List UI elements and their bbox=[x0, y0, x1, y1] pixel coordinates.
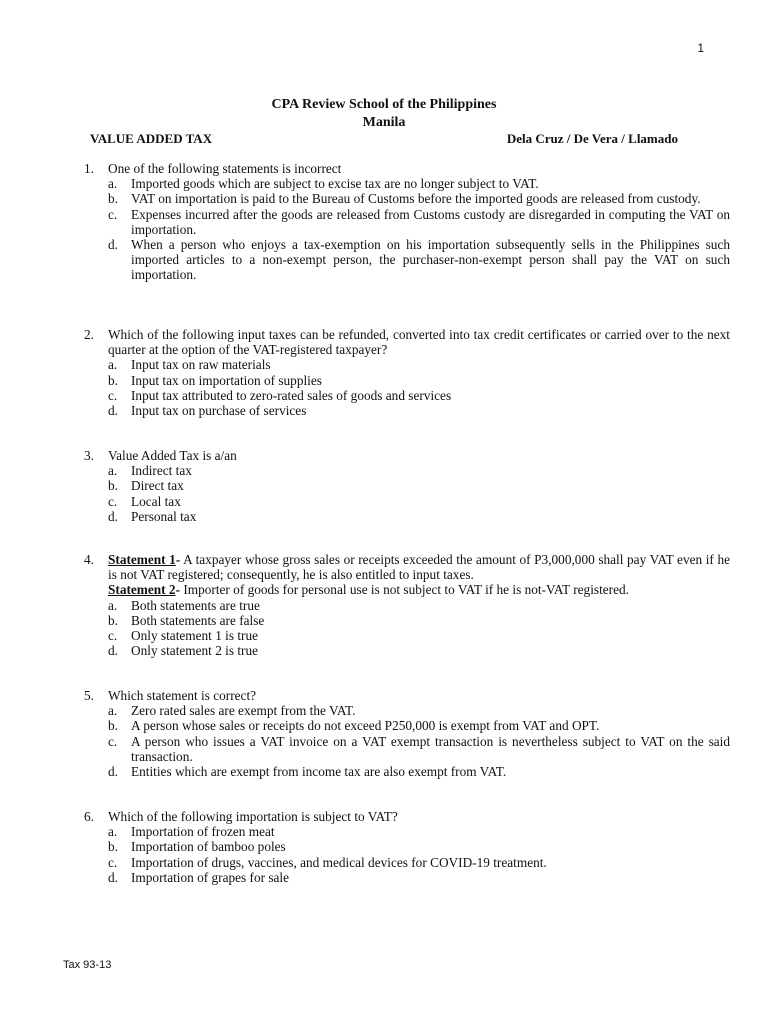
option-letter: c. bbox=[108, 387, 118, 403]
option-text: Expenses incurred after the goods are released from Customs custody are disregarded in computing the VAT on importation. bbox=[131, 206, 730, 237]
option-list bbox=[108, 176, 730, 282]
option-text: Zero rated sales are exempt from the VAT. bbox=[131, 703, 356, 719]
option-text: A person whose sales or receipts do not exceed P250,000 is exempt from VAT and OPT. bbox=[131, 718, 600, 734]
option-b bbox=[108, 839, 730, 854]
option-text: A person who issues a VAT invoice on a VAT exempt transaction is nevertheless subject to VAT on the said transaction. bbox=[131, 733, 730, 764]
option-a bbox=[108, 824, 730, 839]
option-text: Both statements are false bbox=[131, 612, 265, 628]
option-text: Entities which are exempt from income tax are also exempt from VAT. bbox=[131, 764, 507, 780]
question-4 bbox=[84, 552, 730, 658]
option-d bbox=[108, 509, 730, 524]
statement-2-text: Importer of goods for personal use is not subject to VAT if he is not-VAT registered. bbox=[180, 582, 629, 598]
option-letter: c. bbox=[108, 854, 118, 870]
footer-code: Tax 93-13 bbox=[63, 959, 112, 971]
question-number: 3. bbox=[84, 448, 94, 463]
option-text: Importation of bamboo poles bbox=[131, 839, 286, 855]
option-c bbox=[108, 494, 730, 509]
option-c bbox=[108, 628, 730, 643]
option-b bbox=[108, 613, 730, 628]
question-5 bbox=[84, 688, 730, 779]
question-text: One of the following statements is incorrect bbox=[108, 161, 342, 176]
question-text: Which of the following importation is subject to VAT? bbox=[108, 809, 398, 824]
option-a bbox=[108, 176, 730, 191]
option-letter: c. bbox=[108, 628, 118, 644]
option-letter: a. bbox=[108, 176, 118, 192]
option-text: Importation of grapes for sale bbox=[131, 869, 290, 885]
option-letter: d. bbox=[108, 764, 118, 780]
option-text: Input tax on raw materials bbox=[131, 357, 271, 373]
statement-2-label: Statement 2 bbox=[108, 582, 176, 598]
option-text: Personal tax bbox=[131, 508, 197, 524]
option-text: Direct tax bbox=[131, 478, 184, 494]
option-d bbox=[108, 764, 730, 779]
option-text: Indirect tax bbox=[131, 463, 192, 479]
option-c bbox=[108, 388, 730, 403]
question-number: 5. bbox=[84, 688, 94, 703]
question-3 bbox=[84, 448, 730, 524]
option-letter: a. bbox=[108, 597, 118, 613]
option-b bbox=[108, 373, 730, 388]
option-d bbox=[108, 403, 730, 418]
option-letter: b. bbox=[108, 191, 118, 207]
option-letter: b. bbox=[108, 478, 118, 494]
option-letter: b. bbox=[108, 718, 118, 734]
option-letter: a. bbox=[108, 463, 118, 479]
option-text: Local tax bbox=[131, 493, 181, 509]
option-text: When a person who enjoys a tax-exemption on his importation subsequently sells in the Philippines such imported articles to a non-exempt person, the purchaser-non-exempt person shall pay the VAT on such importation. bbox=[131, 237, 730, 283]
option-letter: d. bbox=[108, 643, 118, 659]
school-city: Manila bbox=[362, 115, 406, 130]
question-number: 4. bbox=[84, 552, 94, 567]
option-text: VAT on importation is paid to the Bureau of Customs before the imported goods are released from custody. bbox=[131, 191, 701, 207]
option-b bbox=[108, 718, 730, 733]
option-letter: b. bbox=[108, 372, 118, 388]
option-a bbox=[108, 703, 730, 718]
question-2 bbox=[84, 327, 730, 418]
option-b bbox=[108, 191, 730, 206]
option-text: Both statements are true bbox=[131, 597, 260, 613]
option-list bbox=[108, 357, 730, 418]
option-letter: d. bbox=[108, 508, 118, 524]
option-letter: d. bbox=[108, 237, 118, 253]
option-letter: d. bbox=[108, 869, 118, 885]
page-number: 1 bbox=[697, 41, 704, 55]
option-list bbox=[108, 598, 730, 659]
statement-1-text: A taxpayer whose gross sales or receipts exceeded the amount of P3,000,000 shall pay VAT even if he is not VAT registered; consequently, he is also entitled to input taxes. bbox=[108, 552, 730, 583]
statement-1-dash: - bbox=[175, 552, 181, 567]
question-number: 2. bbox=[84, 327, 94, 342]
question-text: Which of the following input taxes can be refunded, converted into tax credit certificates or carried over to the next quarter at the option of the VAT-registered taxpayer? bbox=[108, 327, 730, 358]
statement-2 bbox=[108, 582, 730, 597]
question-number: 6. bbox=[84, 809, 94, 824]
option-c bbox=[108, 734, 730, 764]
question-number: 1. bbox=[84, 161, 94, 176]
document-header bbox=[0, 96, 768, 132]
subject-title: VALUE ADDED TAX bbox=[90, 131, 213, 146]
question-text: Which statement is correct? bbox=[108, 688, 257, 703]
question-text: Value Added Tax is a/an bbox=[108, 448, 237, 463]
option-d bbox=[108, 643, 730, 658]
option-c bbox=[108, 207, 730, 237]
question-1 bbox=[84, 161, 730, 283]
option-list bbox=[108, 824, 730, 885]
option-text: Only statement 1 is true bbox=[131, 628, 259, 644]
option-a bbox=[108, 463, 730, 478]
question-6 bbox=[84, 809, 730, 885]
authors: Dela Cruz / De Vera / Llamado bbox=[506, 131, 678, 146]
option-letter: c. bbox=[108, 206, 118, 222]
option-letter: b. bbox=[108, 839, 118, 855]
option-d bbox=[108, 870, 730, 885]
option-text: Only statement 2 is true bbox=[131, 643, 259, 659]
option-text: Imported goods which are subject to excise tax are no longer subject to VAT. bbox=[131, 176, 539, 192]
option-a bbox=[108, 357, 730, 372]
option-letter: d. bbox=[108, 403, 118, 419]
statement-2-dash: - bbox=[175, 582, 181, 598]
option-d bbox=[108, 237, 730, 283]
option-list bbox=[108, 703, 730, 779]
option-letter: a. bbox=[108, 824, 118, 840]
option-text: Importation of frozen meat bbox=[131, 824, 275, 840]
option-letter: b. bbox=[108, 612, 118, 628]
statement-1 bbox=[108, 552, 730, 582]
option-letter: a. bbox=[108, 703, 118, 719]
option-letter: c. bbox=[108, 493, 118, 509]
option-list bbox=[108, 463, 730, 524]
option-text: Importation of drugs, vaccines, and medical devices for COVID-19 treatment. bbox=[131, 854, 547, 870]
statement-1-label: Statement 1 bbox=[108, 552, 176, 567]
option-letter: a. bbox=[108, 357, 118, 373]
option-b bbox=[108, 478, 730, 493]
option-text: Input tax on importation of supplies bbox=[131, 372, 322, 388]
option-text: Input tax on purchase of services bbox=[131, 403, 307, 419]
school-name: CPA Review School of the Philippines bbox=[271, 97, 497, 112]
option-text: Input tax attributed to zero-rated sales of goods and services bbox=[131, 387, 452, 403]
option-letter: c. bbox=[108, 733, 118, 749]
option-c bbox=[108, 855, 730, 870]
option-a bbox=[108, 598, 730, 613]
